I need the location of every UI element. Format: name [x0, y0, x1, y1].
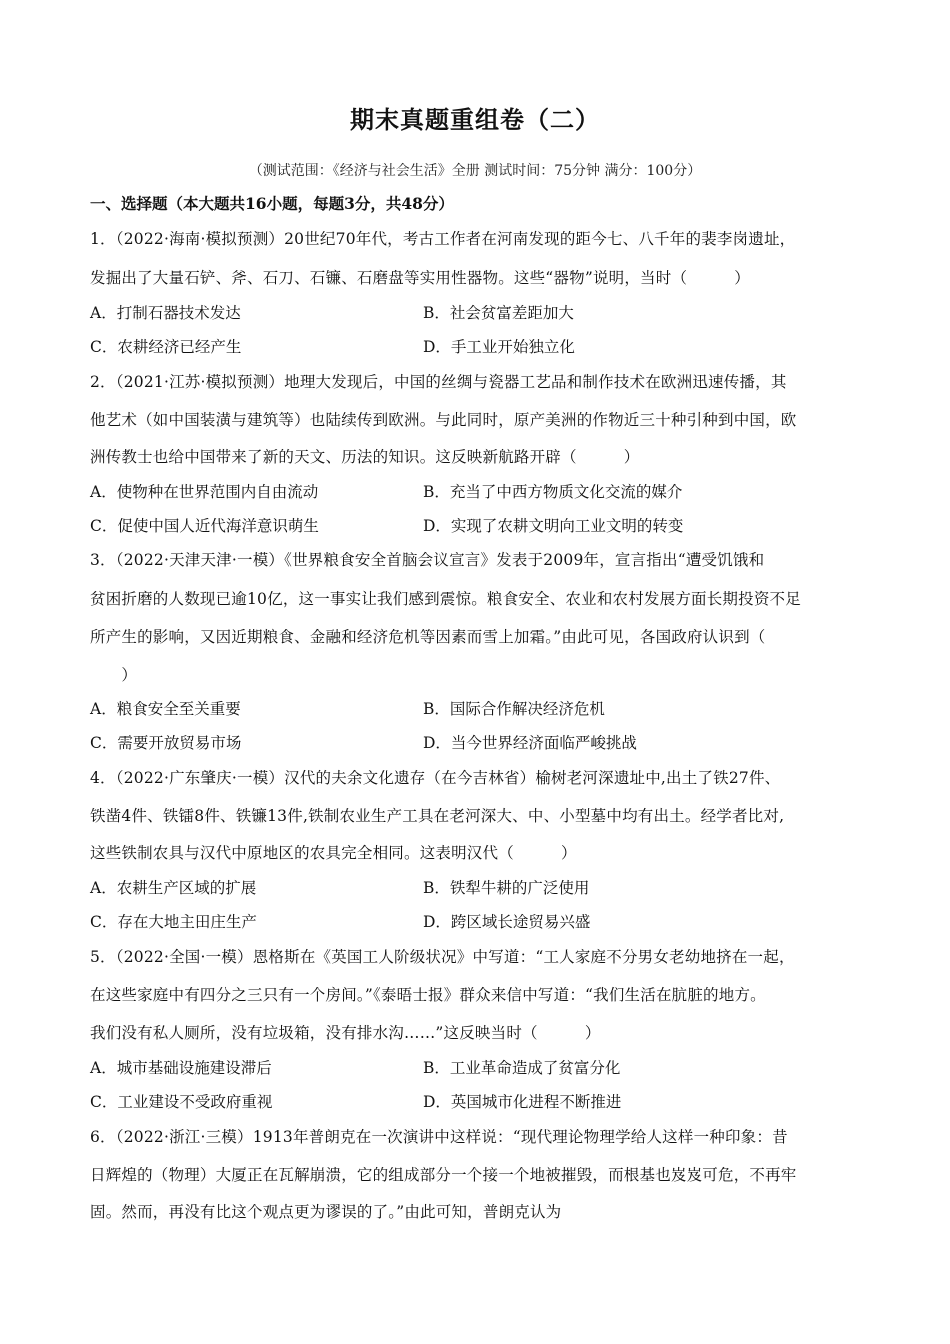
option-c: C．存在大地主田庄生产 [90, 913, 257, 931]
question-text-line: 固。然而，再没有比这个观点更为谬误的了。”由此可知，普朗克认为 [90, 1203, 562, 1221]
question-text-line: 1．（2022·海南·模拟预测）20世纪70年代，考古工作者在河南发现的距今七、八千年的裴李岗遗址， [90, 230, 796, 248]
question-text-line: 日辉煌的（物理）大厦正在瓦解崩溃，它的组成部分一个接一个地被摧毁，而根基也岌岌可危，不再牢 [90, 1166, 797, 1184]
question-text-line: ） [90, 666, 138, 684]
option-a: A．打制石器技术发达 [90, 304, 241, 322]
option-a: A．使物种在世界范围内自由流动 [90, 483, 319, 501]
option-c: C．促使中国人近代海洋意识萌生 [90, 517, 319, 535]
option-b: B．充当了中西方物质文化交流的媒介 [423, 483, 683, 501]
question-text-line: 他艺术（如中国装潢与建筑等）也陆续传到欧洲。与此同时，原产美洲的作物近三十种引种到中国，欧 [90, 411, 797, 429]
question-text-line: 5．（2022·全国·一模）恩格斯在《英国工人阶级状况》中写道：“工人家庭不分男女老幼地挤在一起， [90, 948, 795, 966]
question-text-line: 这些铁制农具与汉代中原地区的农具完全相同。这表明汉代（ ） [90, 844, 577, 862]
option-d: D．英国城市化进程不断推进 [423, 1093, 622, 1111]
option-c: C．农耕经济已经产生 [90, 338, 242, 356]
option-a: A．粮食安全至关重要 [90, 700, 241, 718]
option-d: D．实现了农耕文明向工业文明的转变 [423, 517, 684, 535]
question-text-line: 发掘出了大量石铲、斧、石刀、石镰、石磨盘等实用性器物。这些“器物”说明，当时（ ） [90, 269, 750, 287]
section-heading: 一、选择题（本大题共16小题，每题3分，共48分） [90, 194, 454, 213]
question-text-line: 铁凿4件、铁镭8件、铁镰13件,铁制农业生产工具在老河深大、中、小型墓中均有出土。经学者比对, [90, 807, 785, 825]
option-c: C．工业建设不受政府重视 [90, 1093, 273, 1111]
question-text-line: 4．（2022·广东肇庆·一模）汉代的夫余文化遗存（在今吉林省）榆树老河深遗址中,出土了铁27件、 [90, 769, 781, 787]
test-info: （测试范围：《经济与社会生活》全册 测试时间：75分钟 满分：100分） [248, 163, 702, 179]
option-d: D．跨区域长途贸易兴盛 [423, 913, 591, 931]
option-d: D．当今世界经济面临严峻挑战 [423, 734, 637, 752]
option-b: B．国际合作解决经济危机 [423, 700, 605, 718]
question-text-line: 我们没有私人厕所，没有垃圾箱，没有排水沟……”这反映当时（ ） [90, 1024, 601, 1042]
option-d: D．手工业开始独立化 [423, 338, 575, 356]
option-c: C．需要开放贸易市场 [90, 734, 242, 752]
question-text-line: 贫困折磨的人数现已逾10亿，这一事实让我们感到震惊。粮食安全、农业和农村发展方面长期投资不足 [90, 590, 801, 608]
question-text-line: 6．（2022·浙江·三模）1913年普朗克在一次演讲中这样说：“现代理论物理学给人这样一种印象：昔 [90, 1128, 788, 1146]
question-text-line: 所产生的影响，又因近期粮食、金融和经济危机等因素而雪上加霜。”由此可见，各国政府认识到（ [90, 628, 766, 646]
question-text-line: 洲传教士也给中国带来了新的天文、历法的知识。这反映新航路开辟（ ） [90, 448, 640, 466]
option-b: B．社会贫富差距加大 [423, 304, 574, 322]
question-text-line: 在这些家庭中有四分之三只有一个房间。”《泰晤士报》群众来信中写道：“我们生活在肮脏的地方。 [90, 986, 766, 1004]
option-a: A．城市基础设施建设滞后 [90, 1059, 272, 1077]
option-b: B．工业革命造成了贫富分化 [423, 1059, 621, 1077]
option-a: A．农耕生产区域的扩展 [90, 879, 257, 897]
page-title: 期末真题重组卷（二） [350, 105, 600, 134]
question-text-line: 3．（2022·天津天津·一模）《世界粮食安全首脑会议宣言》发表于2009年，宣言指出“遭受饥饿和 [90, 551, 765, 569]
option-b: B．铁犁牛耕的广泛使用 [423, 879, 590, 897]
question-text-line: 2．（2021·江苏·模拟预测）地理大发现后，中国的丝绸与瓷器工艺品和制作技术在欧洲迅速传播，其 [90, 373, 787, 391]
